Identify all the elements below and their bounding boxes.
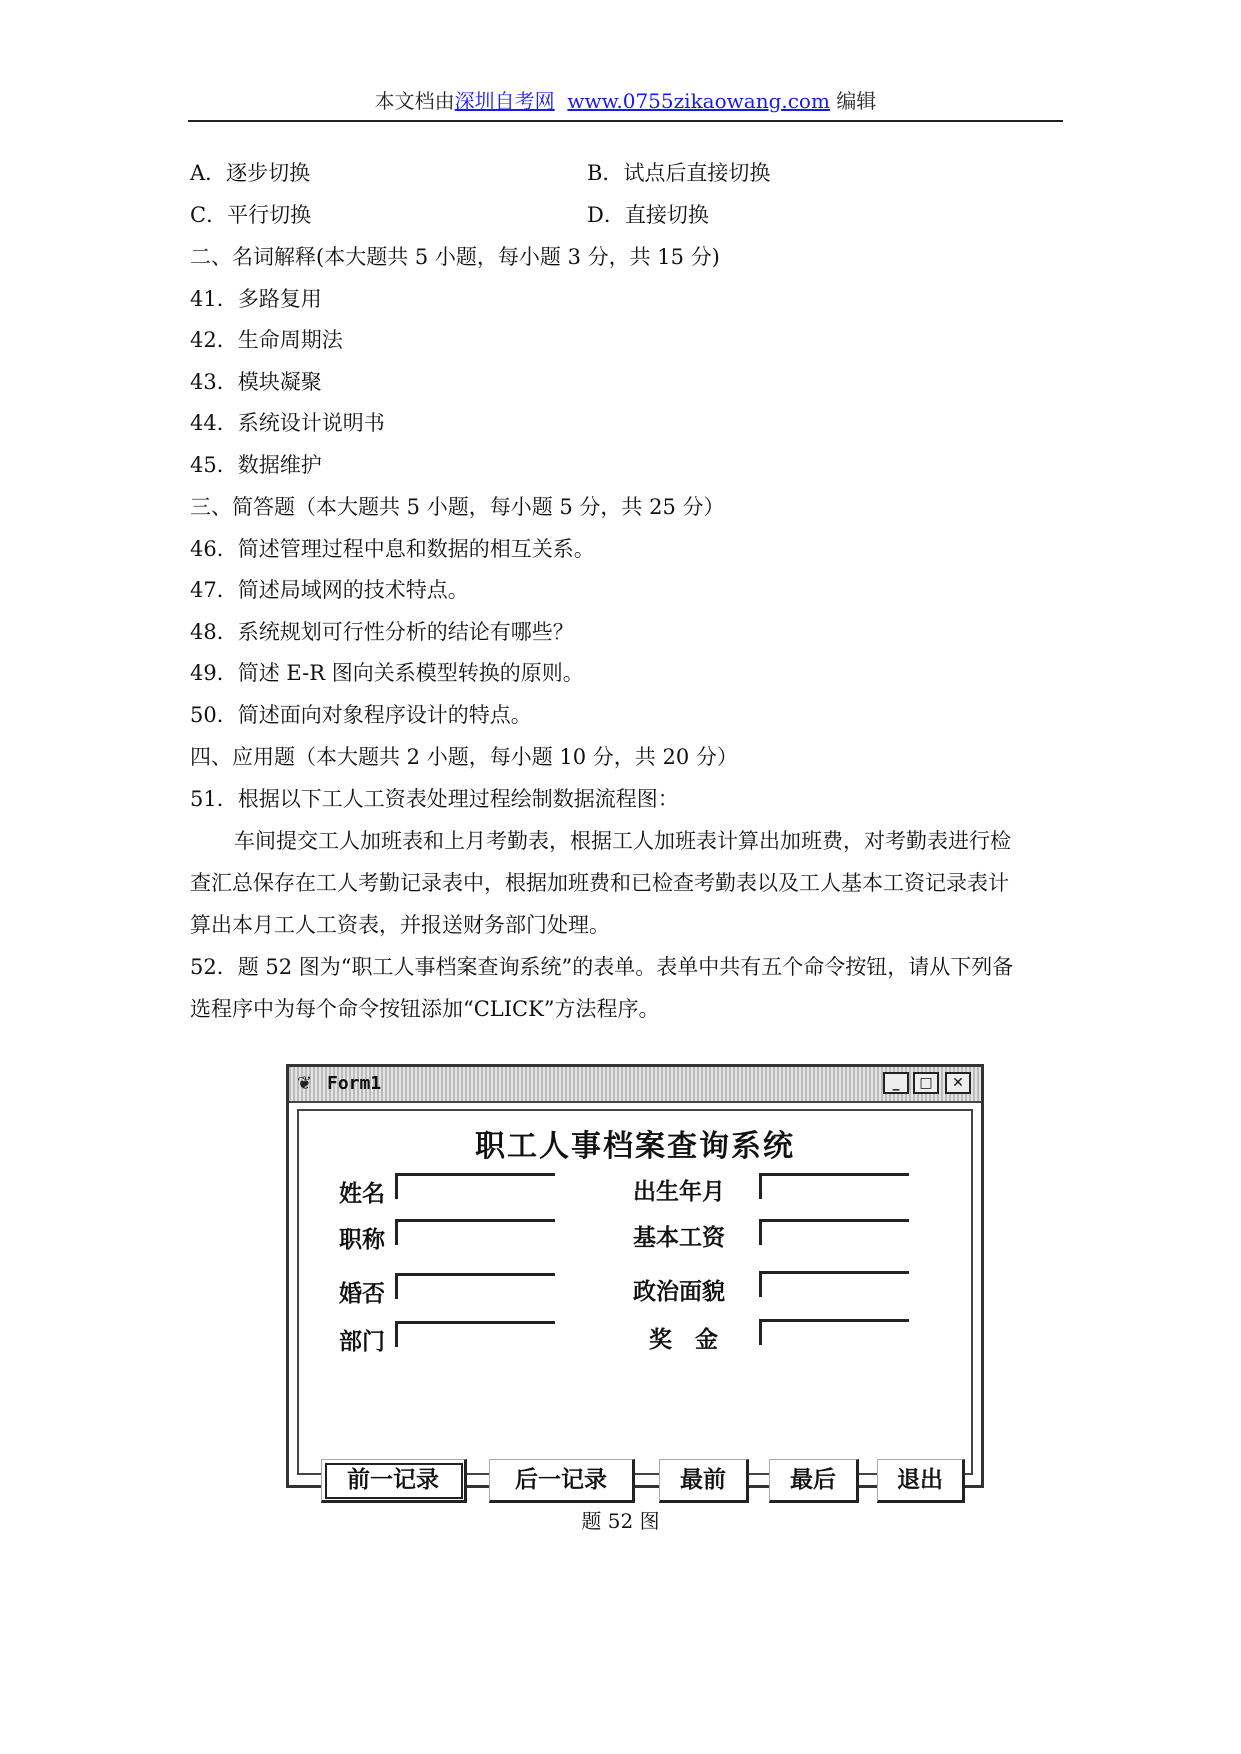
figure-caption: 题 52 图: [581, 1509, 660, 1533]
question-51-body-line-1: 车间提交工人加班表和上月考勤表，根据工人加班表计算出加班费，对考勤表进行检: [234, 829, 1011, 853]
site-name-link[interactable]: 深圳自考网: [454, 89, 555, 113]
page-header: [188, 84, 1063, 118]
question-48: 48．系统规划可行性分析的结论有哪些？: [190, 620, 574, 644]
form1-titlebar: [289, 1067, 981, 1103]
question-50: 50．简述面向对象程序设计的特点。: [190, 703, 532, 727]
label-birth-date: 出生年月: [633, 1179, 725, 1205]
question-44: 44．系统设计说明书: [190, 411, 385, 435]
header-suffix: 编辑: [836, 89, 877, 113]
question-45: 45．数据维护: [190, 453, 322, 477]
option-c: C．平行切换: [190, 203, 312, 227]
question-41: 41．多路复用: [190, 287, 322, 311]
label-married: 婚否: [339, 1281, 385, 1307]
option-b: B．试点后直接切换: [587, 161, 771, 185]
close-icon[interactable]: ✕: [945, 1072, 971, 1094]
last-record-button[interactable]: 最后: [769, 1459, 859, 1503]
previous-record-button[interactable]: 前一记录: [321, 1459, 467, 1503]
option-d: D．直接切换: [587, 203, 709, 227]
name-field[interactable]: [395, 1173, 555, 1199]
label-department: 部门: [339, 1329, 385, 1355]
title-field[interactable]: [395, 1219, 555, 1245]
question-49: 49．简述 E-R 图向关系模型转换的原则。: [190, 661, 584, 685]
department-field[interactable]: [395, 1321, 555, 1347]
birth-date-field[interactable]: [759, 1173, 909, 1199]
question-52-line-1: 52．题 52 图为“职工人事档案查询系统”的表单。表单中共有五个命令按钮，请从下列备: [190, 955, 1014, 979]
header-rule: [188, 120, 1063, 122]
question-46: 46．简述管理过程中息和数据的相互关系。: [190, 537, 595, 561]
question-51-body-line-2: 查汇总保存在工人考勤记录表中，根据加班费和已检查考勤表以及工人基本工资记录表计: [190, 871, 1009, 895]
exit-button[interactable]: 退出: [877, 1459, 965, 1503]
next-record-button[interactable]: 后一记录: [489, 1459, 635, 1503]
label-name: 姓名: [339, 1181, 385, 1207]
label-title: 职称: [339, 1227, 385, 1253]
label-political-status: 政治面貌: [633, 1279, 725, 1305]
label-base-salary: 基本工资: [633, 1225, 725, 1251]
question-52-line-2: 选程序中为每个命令按钮添加“CLICK”方法程序。: [190, 997, 660, 1021]
section-4-title: 四、应用题（本大题共 2 小题，每小题 10 分，共 20 分）: [190, 745, 738, 769]
label-bonus: 奖 金: [649, 1327, 718, 1353]
minimize-icon[interactable]: _: [883, 1072, 909, 1094]
maximize-icon[interactable]: □: [913, 1072, 939, 1094]
political-status-field[interactable]: [759, 1271, 909, 1297]
section-3-title: 三、简答题（本大题共 5 小题，每小题 5 分，共 25 分）: [190, 495, 725, 519]
first-record-button[interactable]: 最前: [659, 1459, 749, 1503]
base-salary-field[interactable]: [759, 1219, 909, 1245]
section-2-title: 二、名词解释(本大题共 5 小题，每小题 3 分，共 15 分): [190, 245, 720, 269]
site-url-link[interactable]: www.0755zikaowang.com: [567, 89, 830, 113]
header-prefix: 本文档由: [374, 89, 455, 113]
bonus-field[interactable]: [759, 1319, 909, 1345]
form1-window: [286, 1064, 984, 1493]
question-47: 47．简述局域网的技术特点。: [190, 578, 469, 602]
question-42: 42．生命周期法: [190, 328, 343, 352]
window-title: Form1: [327, 1073, 382, 1094]
question-43: 43．模块凝聚: [190, 370, 322, 394]
form-heading: 职工人事档案查询系统: [475, 1129, 795, 1164]
question-51-body-line-3: 算出本月工人工资表，并报送财务部门处理。: [190, 913, 610, 937]
form1-client-area: [297, 1109, 973, 1493]
app-icon: ❦: [297, 1073, 313, 1094]
married-field[interactable]: [395, 1273, 555, 1299]
option-a: A．逐步切换: [190, 161, 311, 185]
question-51: 51．根据以下工人工资表处理过程绘制数据流程图：: [190, 787, 679, 811]
